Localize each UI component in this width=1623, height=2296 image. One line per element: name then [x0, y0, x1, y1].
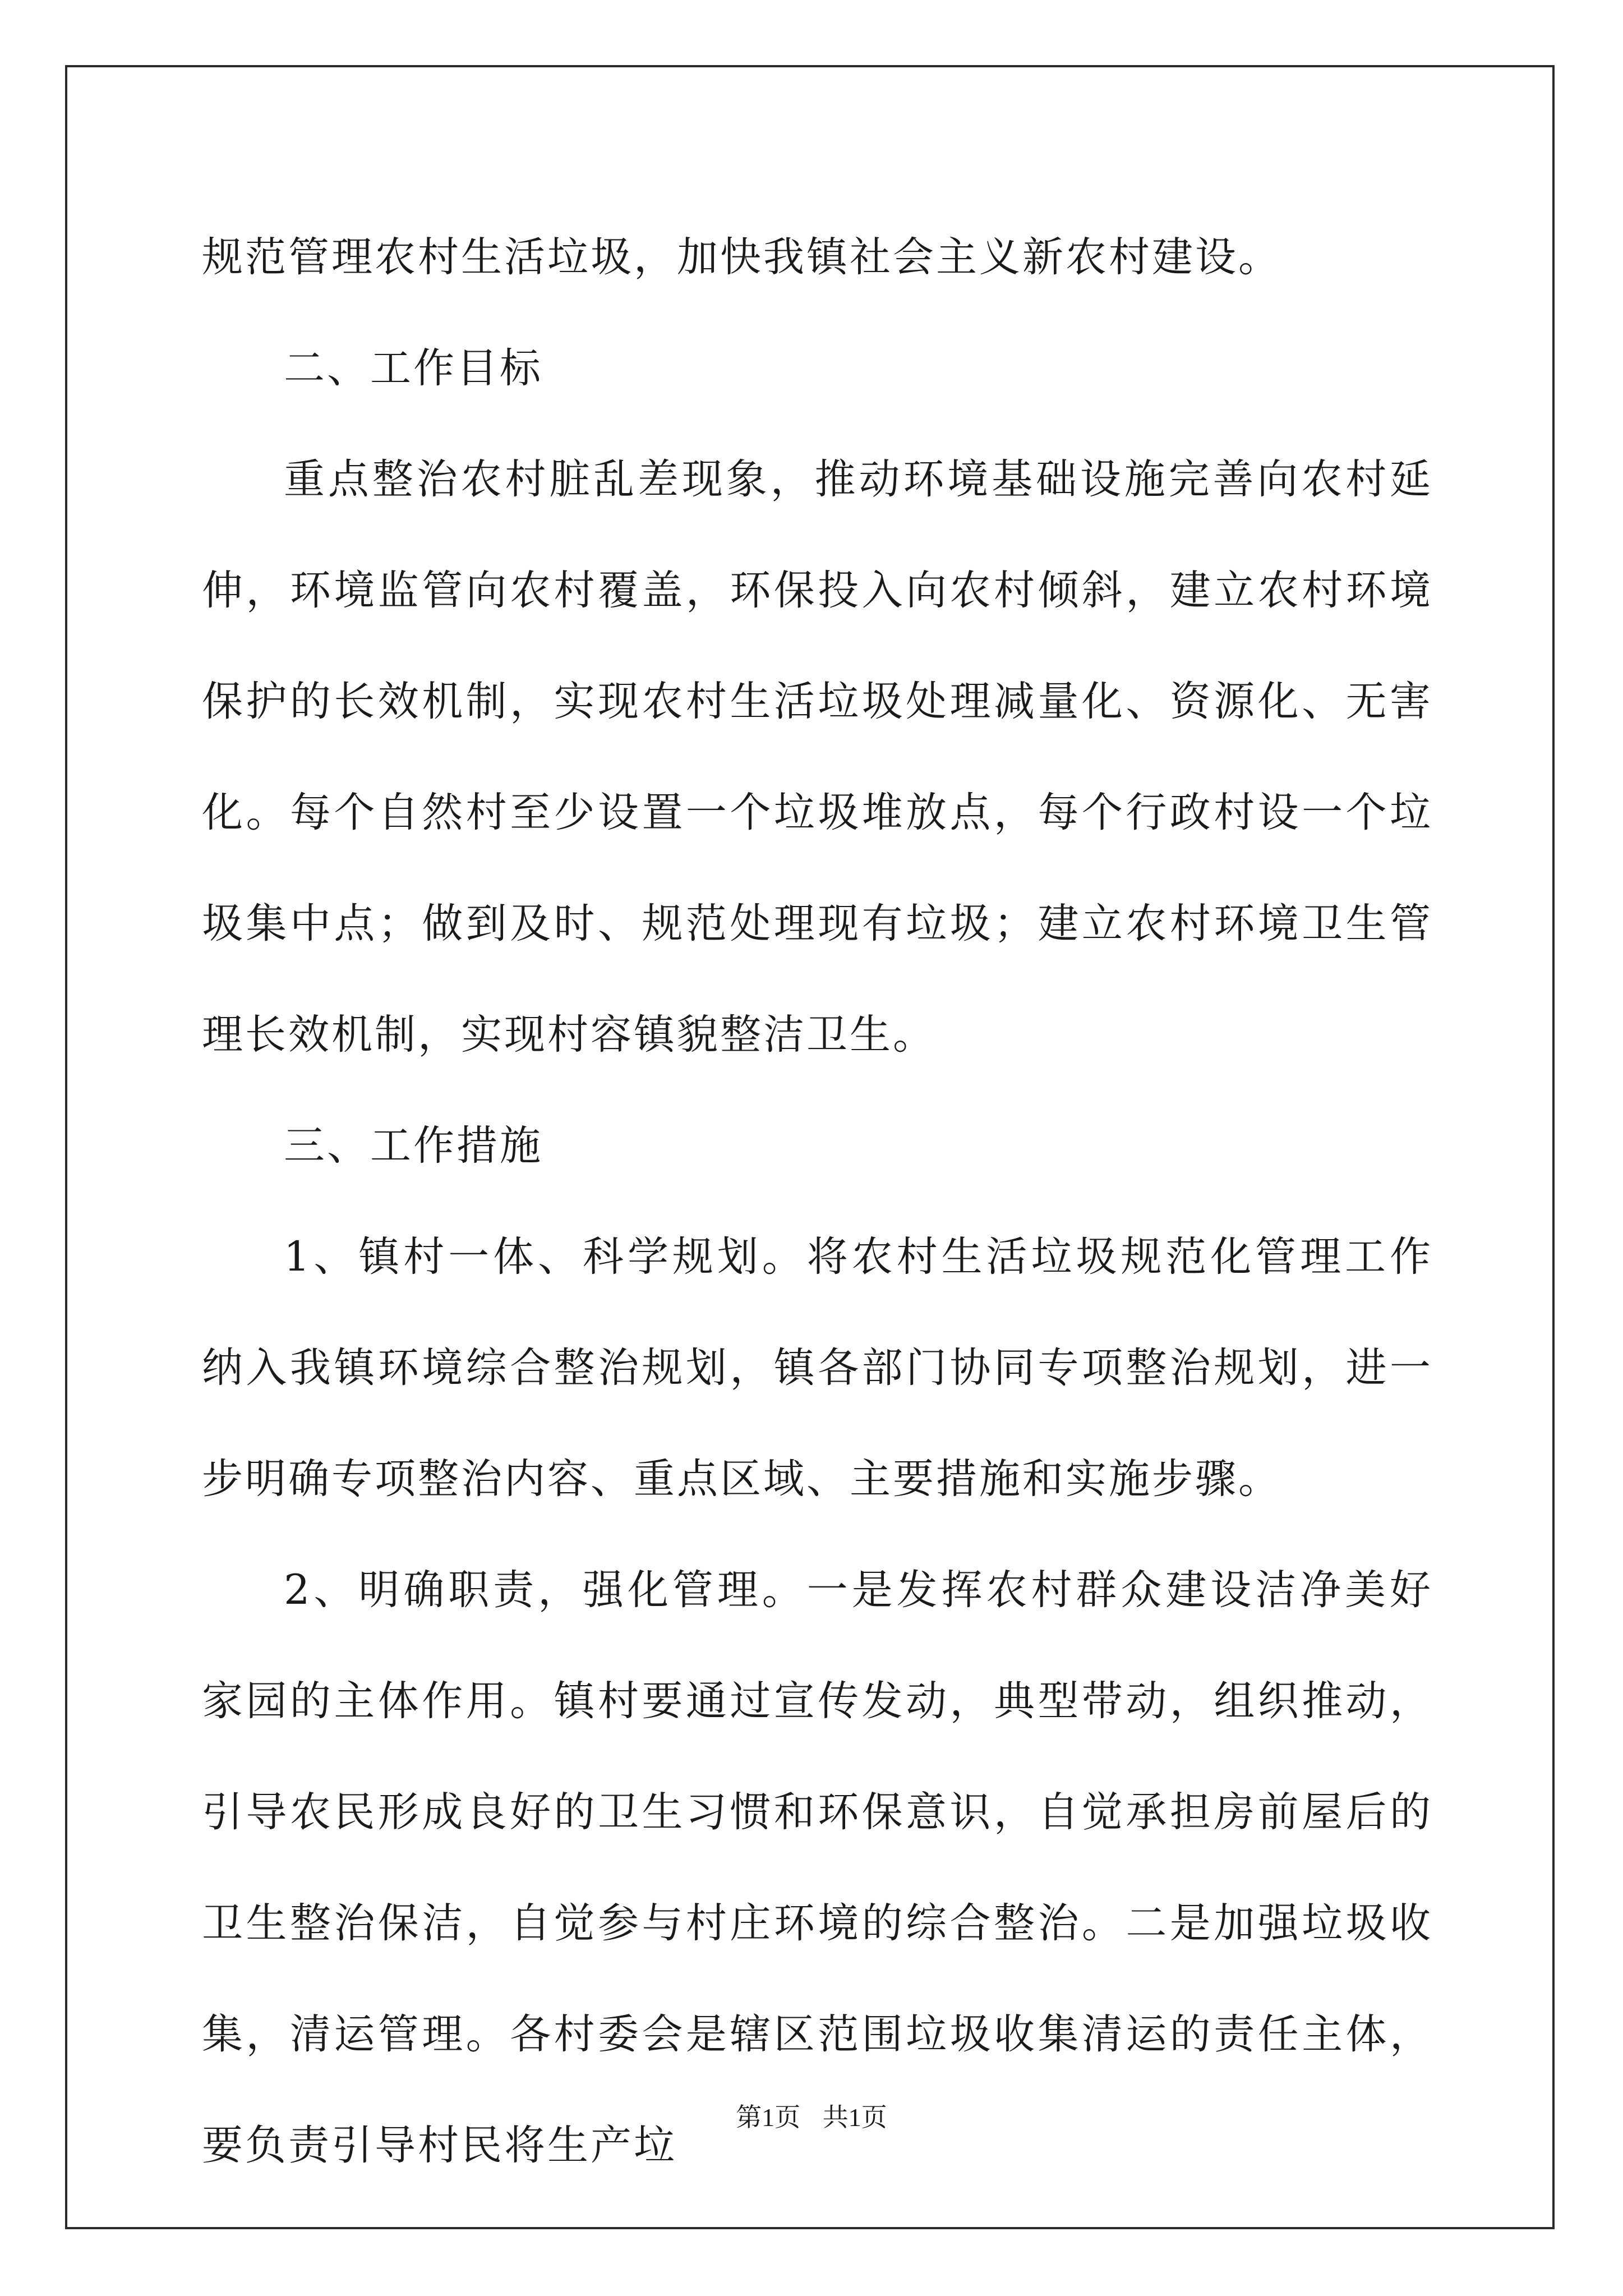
paragraph-continuation: 规范管理农村生活垃圾，加快我镇社会主义新农村建设。 — [202, 233, 1281, 281]
document-body — [202, 202, 1433, 2201]
paragraph-measure-1: 1、镇村一体、科学规划。将农村生活垃圾规范化管理工作纳入我镇环境综合整治规划，镇各部门协同专项整治规划，进一步明确专项整治内容、重点区域、主要措施和实施步骤。 — [202, 1233, 1433, 1503]
paragraph-goals: 重点整治农村脏乱差现象，推动环境基础设施完善向农村延伸，环境监管向农村覆盖，环保投入向农村倾斜，建立农村环境保护的长效机制，实现农村生活垃圾处理减量化、资源化、无害化。每个自然村至少设置一个垃圾堆放点，每个行政村设一个垃圾集中点；做到及时、规范处理现有垃圾；建立农村环境卫生管理长效机制，实现村容镇貌整洁卫生。 — [202, 455, 1433, 1059]
page-footer — [0, 2097, 1623, 2134]
page-total: 共1页 — [822, 2103, 887, 2132]
page-number: 第1页 — [736, 2103, 801, 2132]
section-heading-measures: 三、工作措施 — [284, 1122, 543, 1170]
section-heading-goals: 二、工作目标 — [284, 344, 543, 392]
paragraph-measure-2: 2、明确职责，强化管理。一是发挥农村群众建设洁净美好家园的主体作用。镇村要通过宣传发动，典型带动，组织推动，引导农民形成良好的卫生习惯和环保意识，自觉承担房前屋后的卫生整治保洁，自觉参与村庄环境的综合整治。二是加强垃圾收集，清运管理。各村委会是辖区范围垃圾收集清运的责任主体，要负责引导村民将生产垃 — [202, 1566, 1433, 2169]
